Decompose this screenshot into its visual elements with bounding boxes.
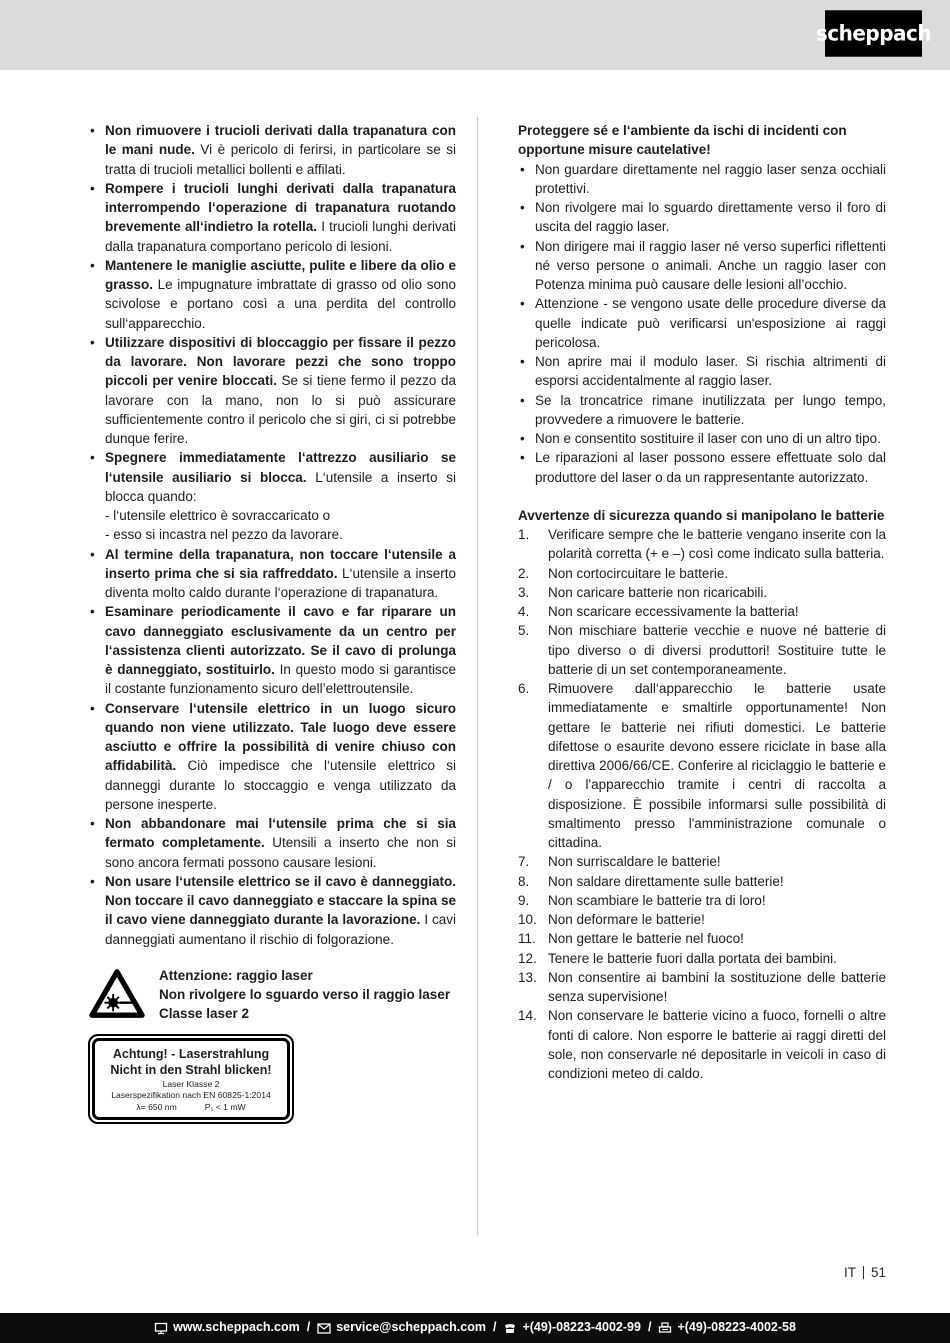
safety-bullet-item (88, 121, 456, 179)
item-number: 6. (518, 681, 530, 696)
laser-warning-line1: Attenzione: raggio laser (159, 967, 313, 983)
battery-numbered-item (518, 852, 886, 871)
laser-safety-bullet: • Non guardare direttamente nel raggio laser senza occhiali protettivi. (518, 160, 886, 199)
laser-label-power: P₁ < 1 mW (204, 1101, 246, 1112)
item-text: Tenere le batterie fuori dalla portata dei bambini. (548, 950, 837, 966)
laser-safety-bullet: • Non dirigere mai il raggio laser né verso superfici riflettenti né verso persone o animali. Anche un raggio laser con Potenza minima può causare delle lesioni all’occhio. (518, 237, 886, 295)
safety-bullet-item (88, 179, 456, 256)
item-number: 13. (518, 969, 537, 985)
section-heading-laser-protection: Proteggere sé e l‘ambiente da ischi di incidenti con opportune misure cautelative! (518, 123, 847, 158)
laser-label-spec: Laserspezifikation nach EN 60825-1:2014 (111, 1089, 271, 1100)
item-number: 8. (518, 873, 530, 889)
page-number-value: 51 (870, 1265, 886, 1280)
battery-numbered-item (518, 968, 886, 1007)
section-heading-battery-safety: Avvertenze di sicurezza quando si manipolano le batterie (518, 507, 885, 523)
bullet-lead: Non rimuovere i trucioli derivati dalla trapanatura con le mani nude. (105, 123, 456, 158)
item-number: 14. (518, 1008, 537, 1024)
page-language-code: IT (843, 1265, 856, 1280)
footer-fax: +(49)-08223-4002-58 (677, 1320, 796, 1335)
envelope-icon (317, 1323, 331, 1334)
bullet-lead: Utilizzare dispositivi di bloccaggio per fissare il pezzo da lavorare. Non lavorare pezzi che sono troppo piccoli per venire bloccati. (105, 334, 456, 389)
bullet-lead: Mantenere le maniglie asciutte, pulite e libere da olio e grasso. (105, 257, 456, 292)
page-number (518, 1263, 886, 1282)
right-column (518, 121, 886, 1083)
item-text: Non conservare le batterie vicino a fuoco, fornelli o altre fonti di calore. Non esporre le batterie ai raggi diretti del sole, non conservarle né depositarle in veicoli in caso di condizioni meteo di caldo. (548, 1008, 886, 1081)
item-text: Non saldare direttamente sulle batterie! (548, 873, 784, 889)
safety-bullet-item (88, 602, 456, 698)
item-text: Verificare sempre che le batterie vengano inserite con la polarità corretta (+ e –) così come indicato sulla batteria. (548, 527, 886, 562)
page-number-divider (863, 1266, 864, 1279)
battery-numbered-item (518, 525, 886, 564)
item-text: Non deformare le batterie! (548, 912, 705, 927)
safety-bullet-item (88, 545, 456, 603)
item-text: Non caricare batterie non ricaricabili. (548, 584, 768, 600)
bullet-lead: Al termine della trapanatura, non toccare l‘utensile a inserto prima che si sia raffreddato. (105, 546, 456, 581)
telephone-icon (503, 1322, 517, 1334)
bullet-body: L‘utensile a inserto si blocca quando: (105, 469, 456, 504)
bullet-lead: Rompere i trucioli lunghi derivati dalla trapanatura interrompendo l‘operazione di trapanatura ruotando brevemente all‘indietro la rotella. (105, 180, 456, 235)
bullet-body: Se si tiene fermo il pezzo da lavorare con la mano, non lo si può assicurare sufficientemente contro il pericolo che si giri, ci si potrebbe dunque ferire. (105, 373, 456, 446)
safety-bullet-item (88, 699, 456, 815)
item-text: Non gettare le batterie nel fuoco! (548, 931, 744, 947)
laser-warning-block (88, 966, 456, 1024)
safety-bullet-item (88, 872, 456, 949)
column-divider (477, 116, 478, 1235)
laser-safety-bullet: • Non rivolgere mai lo sguardo direttamente verso il foro di uscita del raggio laser. (518, 198, 886, 237)
item-number: 4. (518, 604, 530, 619)
laser-safety-bullet: • Se la troncatrice rimane inutilizzata per lungo tempo, provvedere a rimuovere le batterie. (518, 391, 886, 430)
bullet-lead: Conservare l‘utensile elettrico in un luogo sicuro quando non viene utilizzato. Tale luogo deve essere asciutto e offrire la possibilità di venire chiuso con affidabilità. (105, 700, 456, 774)
bullet-lead: Non abbandonare mai l‘utensile prima che si sia fermato completamente. (105, 816, 456, 851)
bullet-body: I trucioli lunghi derivati dalla trapanatura comportano pericolo di lesioni. (105, 219, 456, 254)
battery-numbered-item (518, 910, 886, 929)
battery-numbered-item (518, 564, 886, 583)
footer-contact-bar (0, 1313, 950, 1343)
item-number: 10. (518, 912, 537, 927)
battery-numbered-item (518, 891, 886, 910)
fax-icon (658, 1322, 672, 1334)
battery-numbered-item (518, 1006, 886, 1083)
item-number: 3. (518, 584, 530, 600)
laser-safety-bullet: • Non e consentito sostituire il laser con uno di un altro tipo. (518, 429, 886, 448)
laser-safety-bullet: • Attenzione - se vengono usate delle procedure diverse da quelle indicate può verificarsi un'esposizione ai raggi pericolosa. (518, 294, 886, 352)
bullet-body: I cavi danneggiati aumentano il rischio di folgorazione. (105, 912, 456, 947)
item-number: 5. (518, 623, 530, 639)
safety-bullet-item (88, 448, 456, 544)
battery-numbered-item (518, 679, 886, 852)
item-text: Non mischiare batterie vecchie e nuove né batterie di tipo diverso o di diversi produttori! Sostituire tutte le batterie di un set contemporaneamente. (548, 623, 886, 677)
battery-numbered-item (518, 929, 886, 948)
battery-numbered-item (518, 602, 886, 621)
laser-safety-bullet: • Le riparazioni al laser possono essere effettuate solo dal produttore del laser o da un rappresentante autorizzato. (518, 448, 886, 487)
item-text: Non cortocircuitare le batterie. (548, 565, 729, 581)
laser-warning-triangle-icon (88, 968, 146, 1020)
item-number: 9. (518, 892, 530, 908)
bullet-subline: - l‘utensile elettrico è sovraccaricato o (105, 508, 331, 523)
safety-bullet-item (88, 256, 456, 333)
battery-numbered-item (518, 872, 886, 891)
battery-numbered-item (518, 583, 886, 602)
laser-label-title: Nicht in den Strahl blicken! (110, 1063, 272, 1077)
header-band (0, 0, 950, 70)
bullet-body: L‘utensile a inserto diventa molto caldo durante l‘operazione di trapanatura. (105, 565, 456, 600)
footer-email: service@scheppach.com (336, 1320, 486, 1335)
item-text: Non scambiare le batterie tra di loro! (548, 892, 766, 908)
bullet-body: Ciò impedisce che l‘utensile elettrico si danneggi durante lo stoccaggio e venga utilizzato da persone inesperte. (105, 758, 456, 812)
left-column (88, 121, 456, 1124)
item-text: Non surriscaldare le batterie! (548, 854, 721, 870)
item-number: 2. (518, 565, 530, 581)
footer-separator: / (647, 1320, 652, 1335)
laser-safety-bullet: • Non aprire mai il modulo laser. Si rischia altrimenti di esporsi accidentalmente al raggio laser. (518, 352, 886, 391)
footer-separator: / (306, 1320, 311, 1335)
bullet-lead: Non usare l‘utensile elettrico se il cavo è danneggiato. Non toccare il cavo danneggiato e staccare la spina se il cavo viene danneggiato durante la lavorazione. (105, 873, 456, 928)
bullet-lead: Spegnere immediatamente l‘attrezzo ausiliario se l‘utensile ausiliario si blocca. (105, 450, 456, 485)
battery-numbered-item (518, 621, 886, 679)
laser-warning-line2: Non rivolgere lo sguardo verso il raggio laser Classe laser 2 (159, 987, 451, 1022)
bullet-body: Utensili a inserto che non si sono ancora fermati possono causare lesioni. (105, 835, 456, 870)
scheppach-logo: scheppach (825, 10, 922, 56)
item-number: 7. (518, 854, 530, 870)
footer-phone: +(49)-08223-4002-99 (522, 1320, 641, 1335)
laser-label-box (88, 1034, 294, 1124)
laser-label-class: Laser Klasse 2 (162, 1078, 220, 1089)
laser-label-inner (92, 1038, 290, 1120)
item-text: Non consentire ai bambini la sostituzione delle batterie senza supervisione! (548, 969, 886, 1004)
footer-website: www.scheppach.com (173, 1320, 300, 1335)
item-text: Rimuovere dall‘apparecchio le batterie usate immediatamente e smaltirle opportunamente! Non gettare le batterie nei rifiuti domestici. Le batterie difettose o esaurite devono essere riciclate in base alla direttiva 2006/66/CE. Conferire al riciclaggio le batterie e / o l'apparecchio tramite i centri di raccolta a disposizione. È possibile informarsi sulle possibilità di smaltimento presso l'amministrazione comunale o cittadina. (548, 681, 886, 850)
laser-label-wavelength: λ= 650 nm (136, 1101, 177, 1112)
item-number: 1. (518, 527, 530, 542)
bullet-lead: Esaminare periodicamente il cavo e far riparare un cavo danneggiato esclusivamente da un centro per l‘assistenza clienti autorizzato. Se il cavo di prolunga è danneggiato, sostituirlo. (105, 604, 456, 677)
laser-warning-text (159, 966, 456, 1024)
laser-label-title: Achtung! - Laserstrahlung (112, 1046, 270, 1061)
computer-icon (154, 1322, 168, 1335)
safety-bullet-item (88, 814, 456, 872)
item-number: 12. (518, 950, 537, 966)
bullet-body: Vi è pericolo di ferirsi, in particolare se si tratta di trucioli metallici bollenti e affilati. (105, 142, 456, 177)
item-number: 11. (518, 931, 536, 947)
footer-separator: / (492, 1320, 497, 1335)
safety-bullet-item (88, 333, 456, 449)
bullet-body: Le impugnature imbrattate di grasso od olio sono scivolose e portano così a una perdita del controllo sull‘apparecchio. (105, 277, 456, 331)
bullet-body: In questo modo si garantisce il costante funzionamento sicuro dell’elettroutensile. (105, 662, 456, 697)
item-text: Non scaricare eccessivamente la batteria! (548, 604, 799, 619)
battery-numbered-item (518, 949, 886, 968)
bullet-subline: - esso si incastra nel pezzo da lavorare. (105, 527, 343, 543)
